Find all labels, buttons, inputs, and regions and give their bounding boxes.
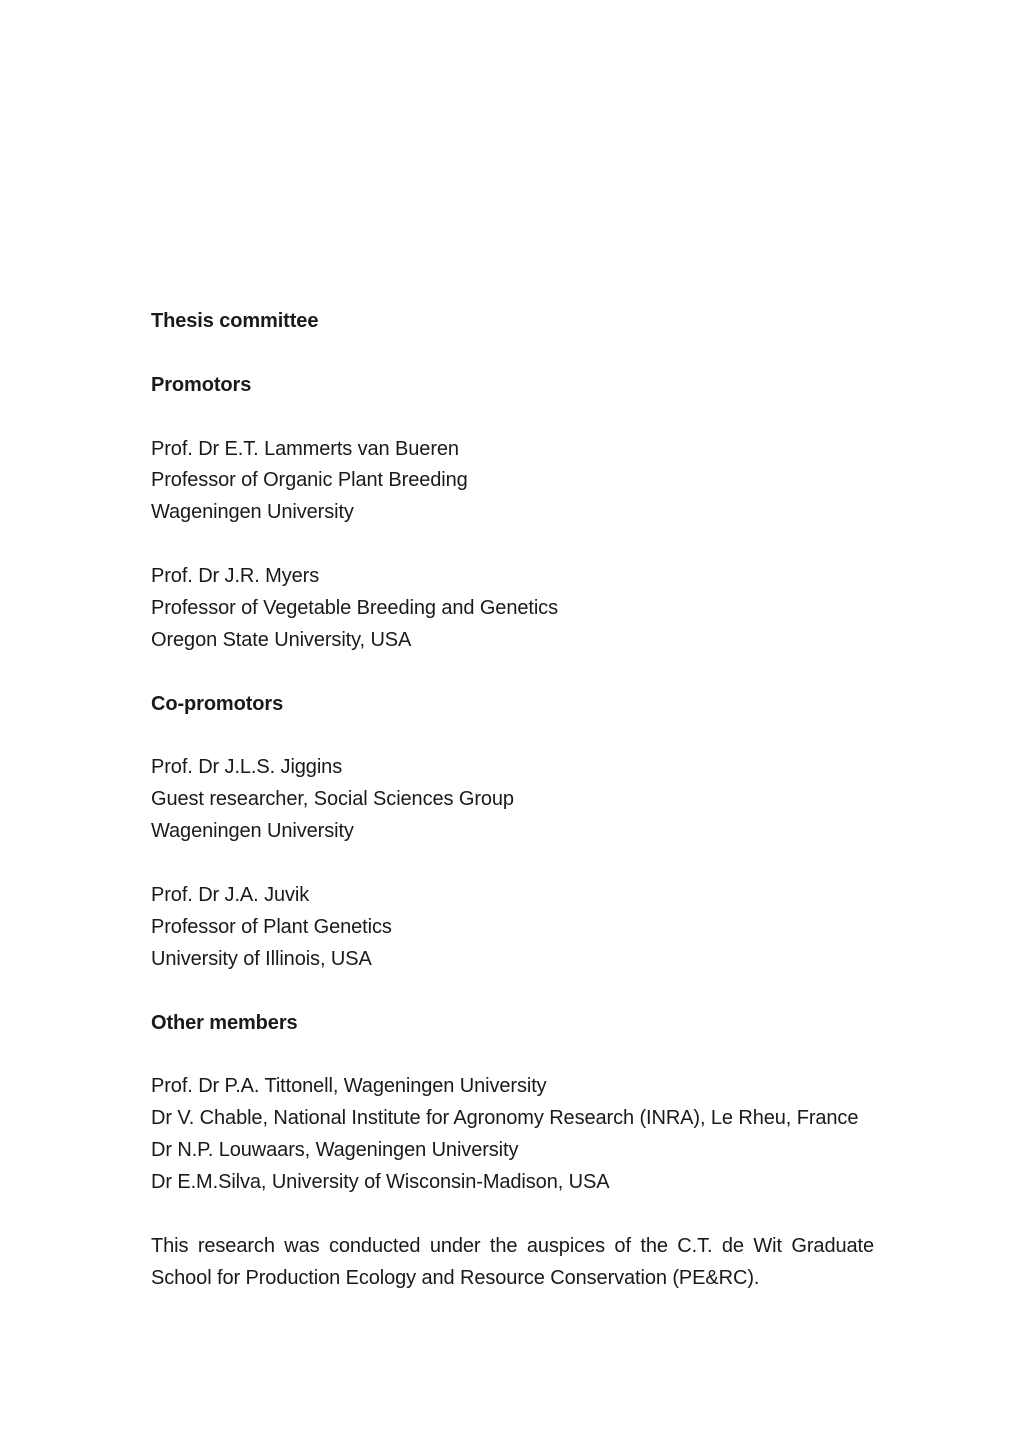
co-promotor-title: Professor of Plant Genetics bbox=[151, 915, 392, 938]
document-page bbox=[151, 306, 874, 1295]
spacer bbox=[151, 657, 874, 689]
spacer bbox=[151, 976, 874, 1008]
co-promotor-affiliation: Wageningen University bbox=[151, 820, 354, 843]
research-note bbox=[151, 1231, 874, 1295]
spacer bbox=[151, 1039, 874, 1071]
member-item: Dr E.M.Silva, University of Wisconsin-Madison, USA bbox=[151, 1171, 610, 1194]
co-promotor-entry bbox=[151, 752, 874, 848]
spacer bbox=[151, 1199, 874, 1231]
promotors-heading: Promotors bbox=[151, 373, 252, 396]
member-item: Prof. Dr P.A. Tittonell, Wageningen University bbox=[151, 1075, 547, 1098]
promotor-name: Prof. Dr E.T. Lammerts van Bueren bbox=[151, 437, 459, 460]
research-note-line: School for Production Ecology and Resource Conservation (PE&RC). bbox=[151, 1266, 760, 1289]
promotor-entry bbox=[151, 434, 874, 530]
promotor-title: Professor of Vegetable Breeding and Genetics bbox=[151, 597, 558, 620]
promotor-title: Professor of Organic Plant Breeding bbox=[151, 469, 468, 492]
promotor-affiliation: Oregon State University, USA bbox=[151, 628, 412, 651]
co-promotor-entry bbox=[151, 880, 874, 976]
spacer bbox=[151, 338, 874, 370]
research-note-line: This research was conducted under the auspices of the C.T. de Wit Graduate bbox=[151, 1234, 874, 1257]
co-promotor-name: Prof. Dr J.A. Juvik bbox=[151, 884, 310, 907]
other-members-list bbox=[151, 1071, 874, 1199]
spacer bbox=[151, 402, 874, 434]
promotor-entry bbox=[151, 561, 874, 657]
member-item: Dr V. Chable, National Institute for Agronomy Research (INRA), Le Rheu, France bbox=[151, 1107, 859, 1130]
co-promotor-title: Guest researcher, Social Sciences Group bbox=[151, 788, 514, 811]
thesis-committee-heading: Thesis committee bbox=[151, 310, 319, 332]
spacer bbox=[151, 529, 874, 561]
promotor-name: Prof. Dr J.R. Myers bbox=[151, 565, 320, 588]
co-promotors-heading: Co-promotors bbox=[151, 692, 284, 715]
spacer bbox=[151, 721, 874, 753]
member-item: Dr N.P. Louwaars, Wageningen University bbox=[151, 1139, 519, 1162]
promotor-affiliation: Wageningen University bbox=[151, 501, 354, 524]
co-promotor-affiliation: University of Illinois, USA bbox=[151, 947, 372, 970]
co-promotor-name: Prof. Dr J.L.S. Jiggins bbox=[151, 756, 343, 779]
other-members-heading: Other members bbox=[151, 1011, 298, 1034]
spacer bbox=[151, 848, 874, 880]
